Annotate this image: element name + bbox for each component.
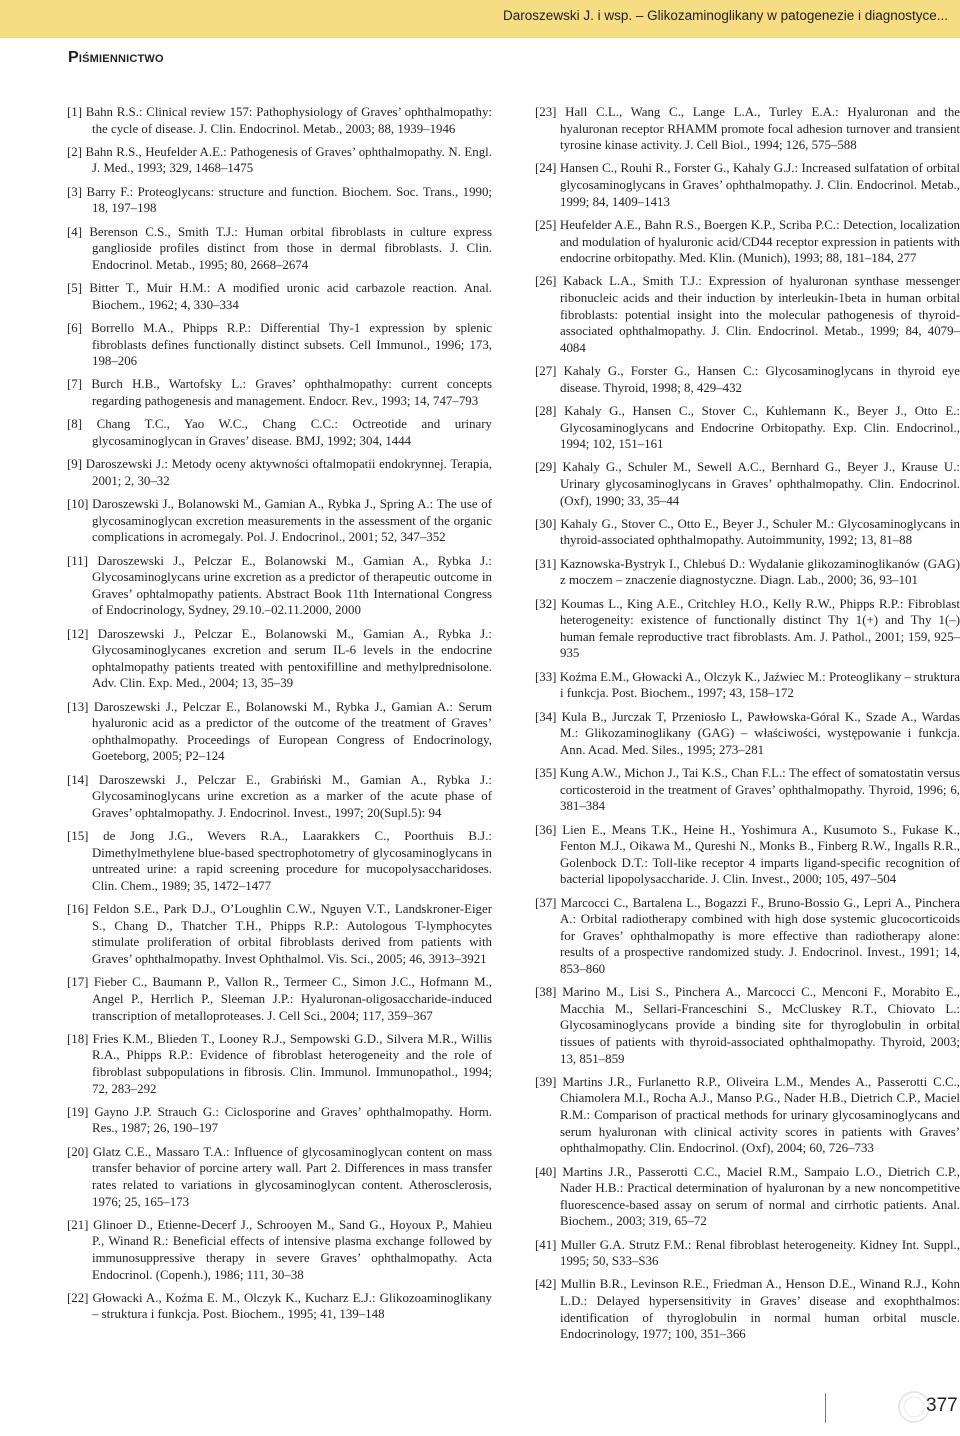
reference-item: [17] Fieber C., Baumann P., Vallon R., Termeer C., Simon J.C., Hofmann M., Angel P., Herrlich P., Sleeman J.P.: Hyaluronan-oligosaccharide-induced transcription of metalloproteases. J. Cell Sci., 2004; 117, 359–367: [67, 975, 492, 1023]
reference-item: [30] Kahaly G., Stover C., Otto E., Beyer J., Schuler M.: Glycosaminoglycans in thyroid-associated ophthalmopathy. Autoimmunity, 1992; 13, 81–88: [535, 516, 960, 548]
reference-item: [9] Daroszewski J.: Metody oceny aktywności oftalmopatii endokrynnej. Terapia, 2001; 2, 30–32: [67, 457, 492, 488]
reference-item: [15] de Jong J.G., Wevers R.A., Laarakkers C., Poorthuis B.J.: Dimethylmethylene blue-based spectrophotometry of glycosaminoglycans in untreated urine: a rapid screening procedure for mucopolysaccharidoses. Clin. Chem., 1989; 35, 1472–1477: [67, 829, 492, 893]
reference-item: [18] Fries K.M., Blieden T., Looney R.J., Sempowski G.D., Silvera M.R., Willis R.A., Phipps R.P.: Evidence of fibroblast heterogeneity and the role of fibroblast subpopulations in fibrosis. Clin. Immunol. Immunopathol., 1994; 72, 283–292: [67, 1031, 492, 1096]
reference-item: [6] Borrello M.A., Phipps R.P.: Differential Thy-1 expression by splenic fibroblasts defines functionally distinct subsets. Cell Immunol., 1996; 173, 198–206: [67, 320, 492, 369]
reference-item: [14] Daroszewski J., Pelczar E., Grabiński M., Gamian A., Rybka J.: Glycosaminoglycans urine excretion as a marker of the acute phase of Graves’ ophtalmopathy. J. Endocrinol. Invest., 1997; 20(Supl.5): 94: [67, 772, 492, 820]
reference-item: [40] Martins J.R., Passerotti C.C., Maciel R.M., Sampaio L.O., Dietrich C.P., Nader H.B.: Practical determination of hyaluronan by a new noncompetitive fluorescence-based assay on serum of normal and cirrhotic patients. Anal. Biochem., 2003; 319, 65–72: [535, 1164, 960, 1229]
reference-item: [19] Gayno J.P. Strauch G.: Ciclosporine and Graves’ ophthalmopathy. Horm. Res., 1987; 26, 190–197: [67, 1104, 492, 1136]
reference-item: [27] Kahaly G., Forster G., Hansen C.: Glycosaminoglycans in thyroid eye disease. Thyroid, 1998; 8, 429–432: [535, 364, 960, 395]
reference-item: [1] Bahn R.S.: Clinical review 157: Pathophysiology of Graves’ ophthalmopathy: the cycle of disease. J. Clin. Endocrinol. Metab., 2003; 88, 1939–1946: [67, 105, 492, 136]
reference-item: [28] Kahaly G., Hansen C., Stover C., Kuhlemann K., Beyer J., Otto E.: Glycosaminoglycans and Endocrine Orbitopathy. Exp. Clin. Endocrinol., 1994; 102, 151–161: [535, 403, 960, 452]
reference-item: [35] Kung A.W., Michon J., Tai K.S., Chan F.L.: The effect of somatostatin versus corticosteroid in the treatment of Graves’ ophthalmopathy. Thyroid, 1996; 6, 381–384: [535, 766, 960, 814]
reference-item: [21] Glinoer D., Etienne-Decerf J., Schrooyen M., Sand G., Hoyoux P., Mahieu P., Winand R.: Beneficial effects of intensive plasma exchange followed by immunosuppressive therapy in severe Graves’ ophthalmopathy. Acta Endocrinol. (Copenh.), 1986; 111, 30–38: [67, 1217, 492, 1282]
reference-item: [37] Marcocci C., Bartalena L., Bogazzi F., Bruno-Bossio G., Lepri A., Pinchera A.: Orbital radiotherapy combined with high dose systemic glucocorticoids for Graves’ ophthalmopathy is more effective than radiotherapy alone: results of a prospective randomized study. J. Endocrinol. Invest., 1991; 14, 853–860: [535, 895, 960, 976]
reference-item: [29] Kahaly G., Schuler M., Sewell A.C., Bernhard G., Beyer J., Krause U.: Urinary glycosaminoglycans in Graves’ ophthalmopathy. Clin. Endocrinol. (Oxf), 1990; 33, 35–44: [535, 460, 960, 508]
references-column-right: [535, 104, 960, 1350]
reference-item: [25] Heufelder A.E., Bahn R.S., Boergen K.P., Scriba P.C.: Detection, localization and modulation of hyaluronic acid/CD44 receptor expression in patients with endocrine orbitopathy. Med. Klin. (Munich), 1993; 88, 181–184, 277: [535, 217, 960, 266]
reference-item: [24] Hansen C., Rouhi R., Forster G., Kahaly G.J.: Increased sulfatation of orbital glycosaminoglycans in Graves’ ophthalmopathy. J. Clin. Endocrinol. Metab., 1999; 84, 1409–1413: [535, 161, 960, 209]
reference-item: [23] Hall C.L., Wang C., Lange L.A., Turley E.A.: Hyaluronan and the hyaluronan receptor RHAMM promote focal adhesion turnover and transient tyrosine kinase activity. J. Cell Biol., 1994; 126, 575–588: [535, 105, 960, 153]
reference-item: [39] Martins J.R., Furlanetto R.P., Oliveira L.M., Mendes A., Passerotti C.C., Chiamolera M.I., Rocha A.J., Manso P.G., Nader H.B., Dietrich C.P., Maciel R.M.: Comparison of practical methods for urinary glycosaminoglycans and serum hyaluronan with clinical activity scores in patients with Graves’ ophthalmopathy. Clin. Endocrinol. (Oxf), 2004; 60, 726–733: [535, 1074, 960, 1156]
reference-item: [13] Daroszewski J., Pelczar E., Bolanowski M., Rybka J., Gamian A.: Serum hyaluronic acid as a predictor of the outcome of the treatment of Graves’ ophthalmopathy. Proceedings of European Congress of Endocrinology, Goeteborg, 2005; P2–124: [67, 699, 492, 764]
reference-item: [31] Kaznowska-Bystryk I., Chlebuś D.: Wydalanie glikozaminoglikanów (GAG) z moczem – znaczenie diagnostyczne. Diagn. Lab., 2000; 36, 93–101: [535, 556, 960, 588]
reference-item: [3] Barry F.: Proteoglycans: structure and function. Biochem. Soc. Trans., 1990; 18, 197–198: [67, 184, 492, 216]
section-title: Piśmiennictwo: [68, 49, 164, 66]
reference-item: [38] Marino M., Lisi S., Pinchera A., Marcocci C., Menconi F., Morabito E., Macchia M., Sellari-Franceschini S., McCluskey R.T., Chiovato L.: Glycosaminoglycans provide a binding site for thyroglobulin in orbital tissues of patients with thyroid-associated ophthalmopathy. Thyroid, 2003; 13, 851–859: [535, 985, 960, 1066]
reference-item: [22] Głowacki A., Koźma E. M., Olczyk K., Kucharz E.J.: Glikozoaminoglikany – struktura i funkcja. Post. Biochem., 1995; 41, 139–148: [67, 1290, 492, 1322]
reference-item: [36] Lien E., Means T.K., Heine H., Yoshimura A., Kusumoto S., Fukase K., Fenton M.J., Oikawa M., Qureshi N., Monks B., Finberg R.W., Ingalls R.R., Golenbock D.T.: Toll-like receptor 4 imparts ligand-specific recognition of bacterial lipopolysaccharide. J. Clin. Invest., 2000; 105, 497–504: [535, 822, 960, 887]
reference-item: [42] Mullin B.R., Levinson R.E., Friedman A., Henson D.E., Winand R.J., Kohn L.D.: Delayed hypersensitivity in Graves’ disease and exophthalmos: identification of thyroglobulin in normal human orbital muscle. Endocrinology, 1977; 100, 351–366: [535, 1277, 960, 1342]
reference-item: [33] Koźma E.M., Głowacki A., Olczyk K., Jaźwiec M.: Proteoglikany – struktura i funkcja. Post. Biochem., 1997; 43, 158–172: [535, 669, 960, 701]
reference-item: [11] Daroszewski J., Pelczar E., Bolanowski M., Gamian A., Rybka J.: Glycosaminoglycans urine excretion as a predictor of therapeutic outcome in Graves’ ophtalmopathy patients. Abstract Book 11th International Congress of Endocrinology, Sydney, 29.10.–02.11.2000, 2000: [67, 553, 492, 618]
reference-item: [7] Burch H.B., Wartofsky L.: Graves’ ophthalmopathy: current concepts regarding pathogenesis and management. Endocr. Rev., 1993; 14, 747–793: [67, 377, 492, 409]
reference-item: [2] Bahn R.S., Heufelder A.E.: Pathogenesis of Graves’ ophthalmopathy. N. Engl. J. Med., 1993; 329, 1468–1475: [67, 144, 492, 176]
reference-item: [8] Chang T.C., Yao W.C., Chang C.C.: Octreotide and urinary glycosaminoglycan in Graves’ disease. BMJ, 1992; 304, 1444: [67, 417, 492, 448]
reference-item: [32] Koumas L., King A.E., Critchley H.O., Kelly R.W., Phipps R.P.: Fibroblast heterogeneity: existence of functionally distinct Thy 1(+) and Thy 1(–) human female reproductive tract fibroblasts. Am. J. Pathol., 2001; 159, 925–935: [535, 596, 960, 661]
reference-item: [26] Kaback L.A., Smith T.J.: Expression of hyaluronan synthase messenger ribonucleic acids and their induction by interleukin-1beta in human orbital fibroblasts: potential insight into the molecular pathogenesis of thyroid-associated ophthalmopathy. J. Clin. Endocrinol. Metab., 1999; 84, 4079–4084: [535, 274, 960, 355]
reference-item: [4] Berenson C.S., Smith T.J.: Human orbital fibroblasts in culture express ganglioside profiles distinct from those in dermal fibroblasts. J. Clin. Endocrinol. Metab., 1995; 80, 2668–2674: [67, 224, 492, 272]
reference-item: [10] Daroszewski J., Bolanowski M., Gamian A., Rybka J., Spring A.: The use of glycosaminoglycan excretion measurements in the assessment of the organic complications in acromegaly. Pol. J. Endocrinol., 2001; 52, 347–352: [67, 497, 492, 545]
running-header: Daroszewski J. i wsp. – Glikozaminoglikany w patogenezie i diagnostyce...: [503, 8, 948, 23]
reference-item: [41] Muller G.A. Strutz F.M.: Renal fibroblast heterogeneity. Kidney Int. Suppl., 1995; 50, S33–S36: [535, 1237, 960, 1269]
reference-item: [12] Daroszewski J., Pelczar E., Bolanowski M., Gamian A., Rybka J.: Glycosaminoglycanes excretion and serum IL-6 levels in the endocrine ophtalmopathy patients treated with pentoxifilline and methylprednisolone. Adv. Clin. Exp. Med., 2004; 13, 35–39: [67, 626, 492, 691]
page-number: 377: [926, 1395, 958, 1416]
reference-item: [34] Kula B., Jurczak T, Przeniosło L, Pawłowska-Góral K., Szade A., Wardas M.: Glikozaminoglikany (GAG) – właściwości, występowanie i funkcja. Ann. Acad. Med. Siles., 1995; 273–281: [535, 709, 960, 757]
reference-item: [20] Glatz C.E., Massaro T.A.: Influence of glycosaminoglycan content on mass transfer behavior of porcine artery wall. Part 2. Differences in mass transfer rates related to variations in glycosaminoglycan content. Atherosclerosis, 1976; 25, 165–173: [67, 1144, 492, 1209]
footer-divider: [825, 1393, 826, 1423]
reference-item: [5] Bitter T., Muir H.M.: A modified uronic acid carbazole reaction. Anal. Biochem., 1962; 4, 330–334: [67, 281, 492, 312]
references-column-left: [67, 104, 492, 1330]
reference-item: [16] Feldon S.E., Park D.J., O’Loughlin C.W., Nguyen V.T., Landskroner-Eiger S., Chang D., Thatcher T.H., Phipps R.P.: Autologous T-lymphocytes stimulate proliferation of orbital fibroblasts derived from patients with Graves’ ophthalmopathy. Invest Ophthalmol. Vis. Sci., 2005; 46, 3913–3921: [67, 902, 492, 967]
